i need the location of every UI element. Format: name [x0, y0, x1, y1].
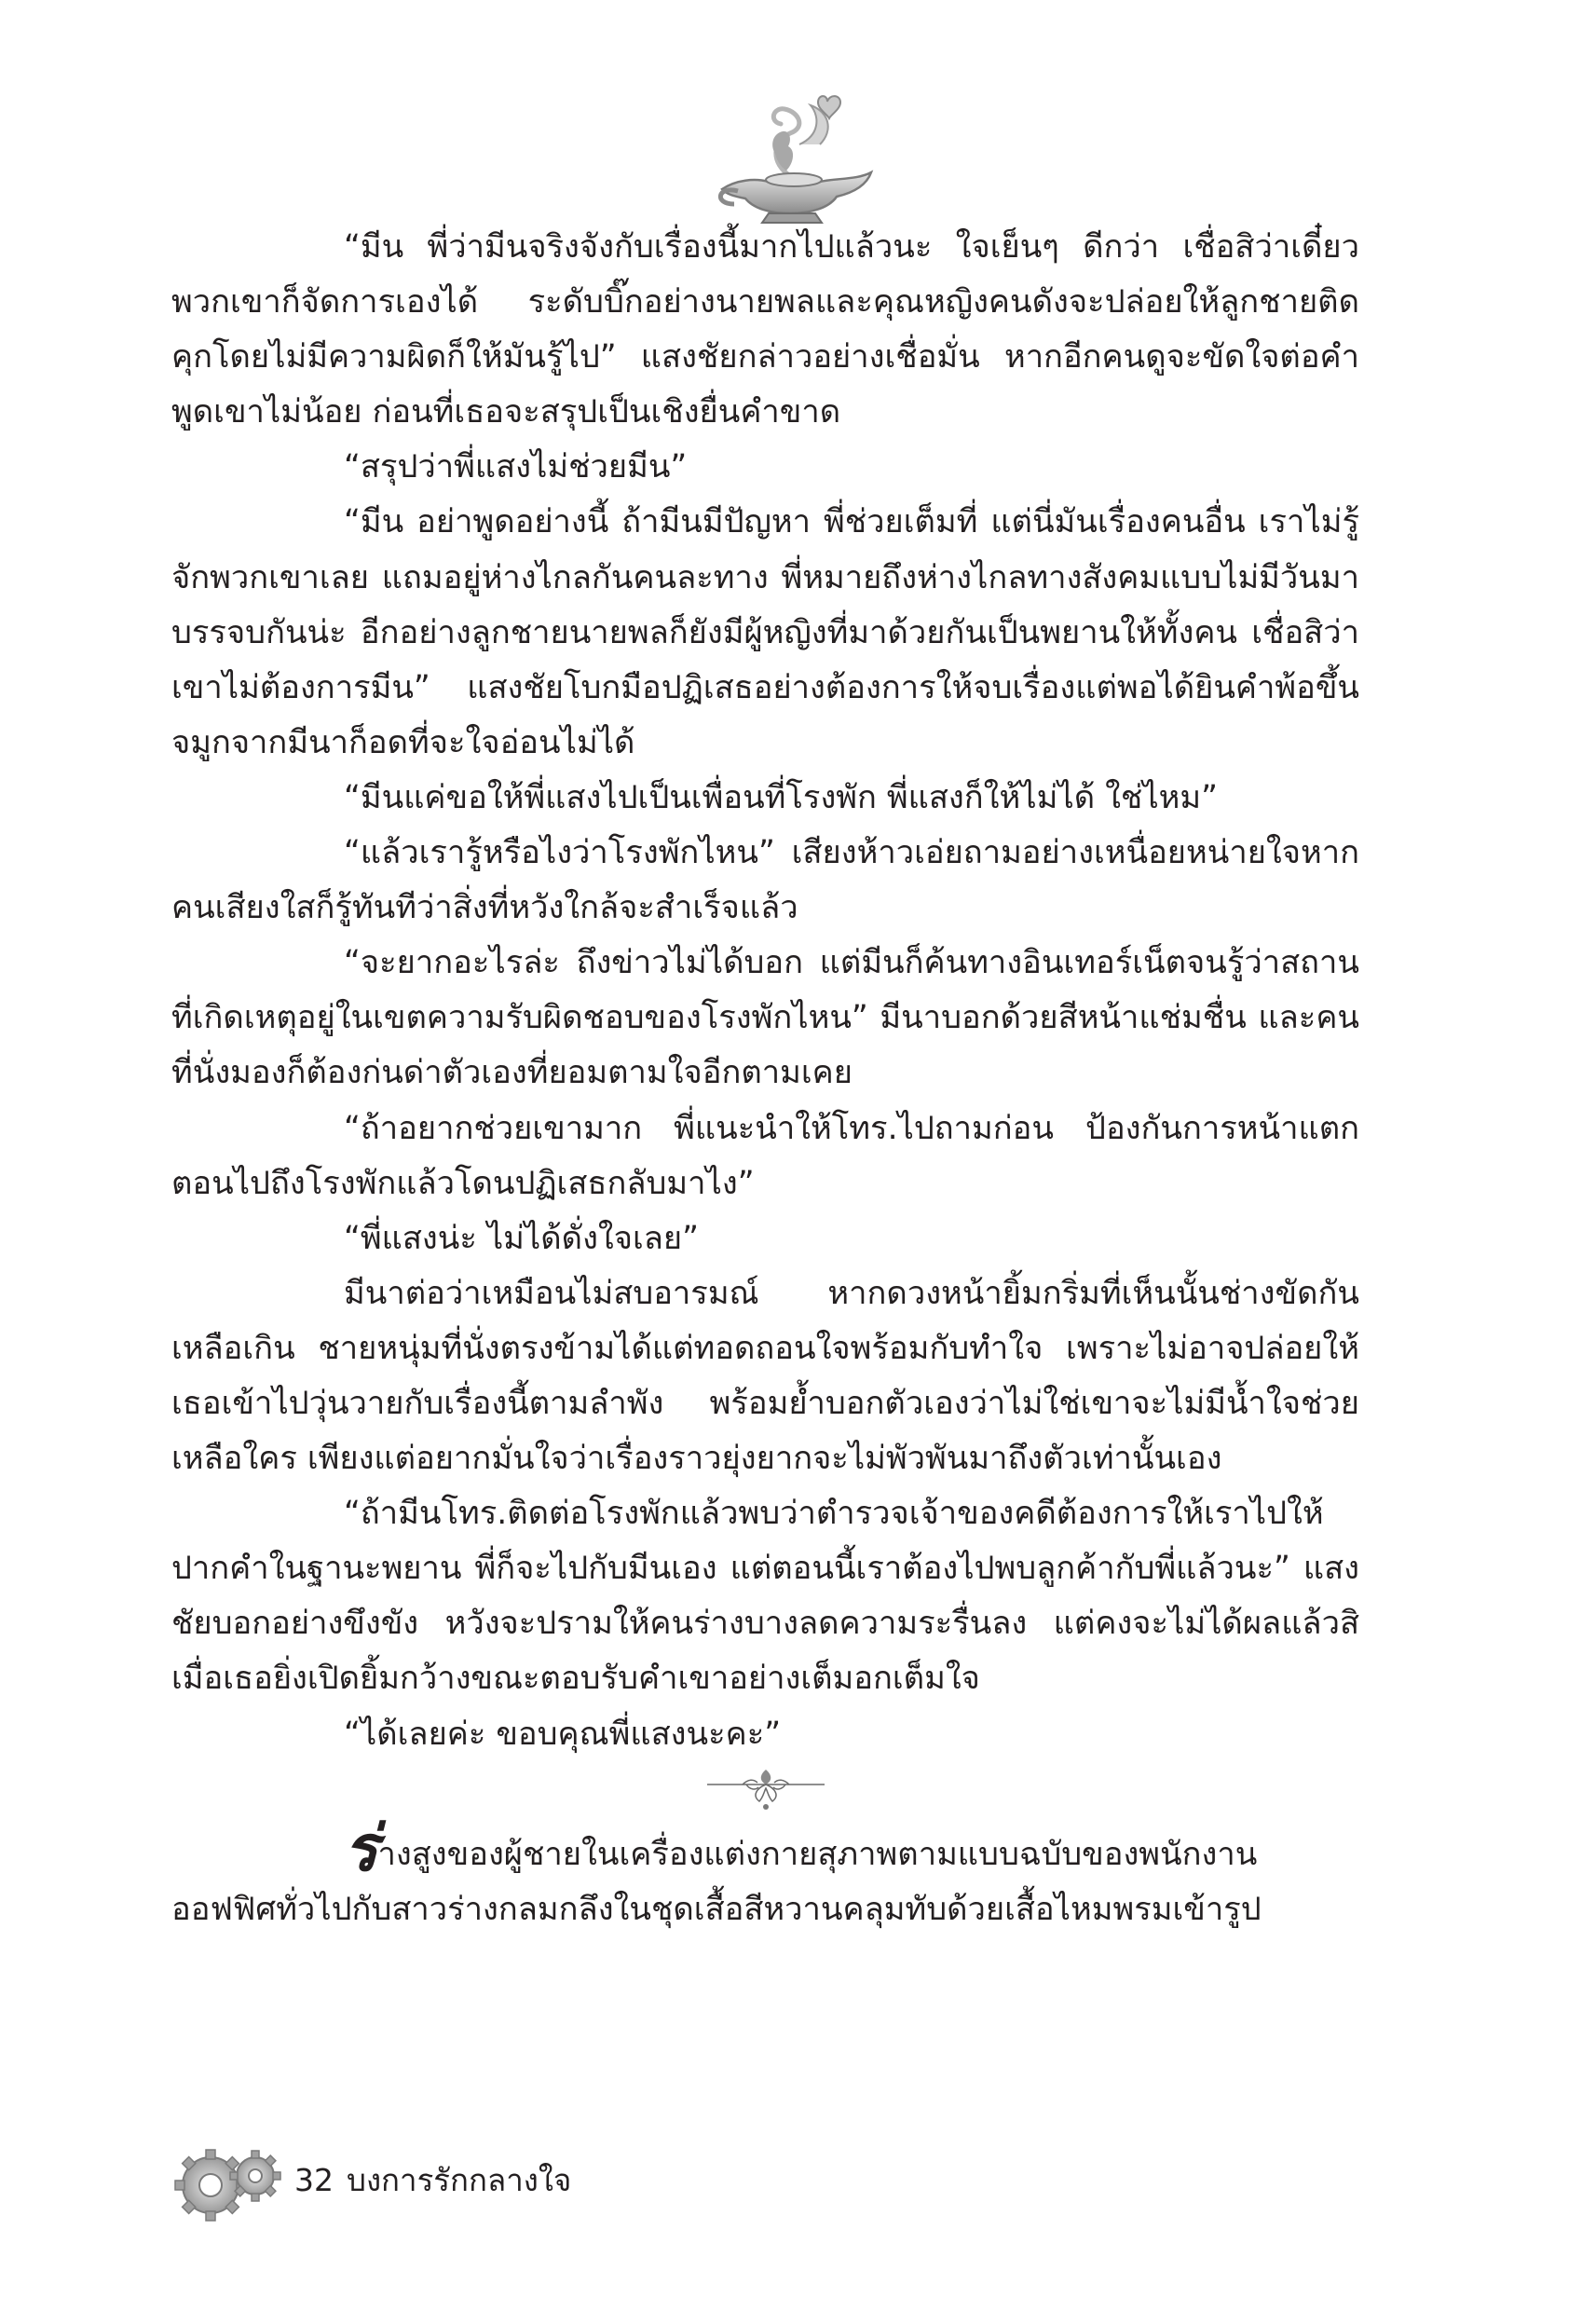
flourish-divider-icon: [705, 1764, 826, 1814]
dropcap-paragraph: [171, 1812, 1359, 1937]
paragraph: “มีน อย่าพูดอย่างนี้ ถ้ามีนมีปัญหา พี่ช่วยเต็มที่ แต่นี่มันเรื่องคนอื่น เราไม่รู้จักพวกเขาเลย แถมอยู่ห่างไกลกันคนละทาง พี่หมายถึงห่างไกลทางสังคมแบบไม่มีวันมาบรรจบกันน่ะ อีกอย่างลูกชายนายพลก็ยังมีผู้หญิงที่มาด้วยกันเป็นพยานให้ทั้งคน เชื่อสิว่าเขาไม่ต้องการมีน” แสงชัยโบกมือปฏิเสธอย่างต้องการให้จบเรื่องแต่พอได้ยินคำพ้อขึ้นจมูกจากมีนาก็อดที่จะใจอ่อนไม่ได้: [171, 503, 1359, 761]
paragraph: “แล้วเรารู้หรือไงว่าโรงพักไหน” เสียงห้าวเอ่ยถามอย่างเหนื่อยหน่ายใจหากคนเสียงใสก็รู้ทันทีว่าสิ่งที่หวังใกล้จะสำเร็จแล้ว: [171, 834, 1359, 927]
gears-icon: [173, 2134, 285, 2227]
paragraph: มีนาต่อว่าเหมือนไม่สบอารมณ์ หากดวงหน้ายิ้มกริ่มที่เห็นนั้นช่างขัดกันเหลือเกิน ชายหนุ่มที่นั่งตรงข้ามได้แต่ทอดถอนใจพร้อมกับทำใจ เพราะไม่อาจปล่อยให้เธอเข้าไปวุ่นวายกับเรื่องนี้ตามลำพัง พร้อมย้ำบอกตัวเองว่าไม่ใช่เขาจะไม่มีน้ำใจช่วยเหลือใคร เพียงแต่อยากมั่นใจว่าเรื่องราวยุ่งยากจะไม่พัวพันมาถึงตัวเท่านั้นเอง: [171, 1274, 1359, 1478]
dropcap-letter: ร่: [344, 1812, 378, 1886]
paragraph: “พี่แสงน่ะ ไม่ได้ดั่งใจเลย”: [344, 1219, 700, 1257]
paragraph: “มีน พี่ว่ามีนจริงจังกับเรื่องนี้มากไปแล้วนะ ใจเย็นๆ ดีกว่า เชื่อสิว่าเดี๋ยวพวกเขาก็จัดการเองได้ ระดับบิ๊กอย่างนายพลและคุณหญิงคนดังจะปล่อยให้ลูกชายติดคุกโดยไม่มีความผิดก็ให้มันรู้ไป” แสงชัยกล่าวอย่างเชื่อมั่น หากอีกคนดูจะขัดใจต่อคำพูดเขาไม่น้อย ก่อนที่เธอจะสรุปเป็นเชิงยื่นคำขาด: [171, 228, 1359, 431]
paragraph: “สรุปว่าพี่แสงไม่ช่วยมีน”: [344, 448, 688, 486]
page-footer: [173, 2134, 658, 2227]
page-number: 32: [294, 2162, 334, 2198]
paragraph: “มีนแค่ขอให้พี่แสงไปเป็นเพื่อนที่โรงพัก พี่แสงก็ให้ไม่ได้ ใช่ไหม”: [344, 778, 1219, 816]
dropcap-paragraph-text: างสูงของผู้ชายในเครื่องแต่งกายสุภาพตามแบบฉบับของพนักงานออฟฟิศทั่วไปกับสาวร่างกลมกลึงในชุดเสื้อสีหวานคลุมทับด้วยเสื้อไหมพรมเข้ารูป: [171, 1835, 1262, 1928]
paragraph: “ถ้าอยากช่วยเขามาก พี่แนะนำให้โทร.ไปถามก่อน ป้องกันการหน้าแตกตอนไปถึงโรงพักแล้วโดนปฏิเสธกลับมาไง”: [171, 1109, 1359, 1202]
paragraph: “จะยากอะไรล่ะ ถึงข่าวไม่ได้บอก แต่มีนก็ค้นทางอินเทอร์เน็ตจนรู้ว่าสถานที่เกิดเหตุอยู่ในเขตความรับผิดชอบของโรงพักไหน” มีนาบอกด้วยสีหน้าแช่มชื่น และคนที่นั่งมองก็ต้องก่นด่าตัวเองที่ยอมตามใจอีกตามเคย: [171, 944, 1359, 1092]
genie-lamp-icon: [680, 89, 894, 228]
paragraph: “ได้เลยค่ะ ขอบคุณพี่แสงนะคะ”: [344, 1715, 782, 1753]
paragraph: “ถ้ามีนโทร.ติดต่อโรงพักแล้วพบว่าตำรวจเจ้าของคดีต้องการให้เราไปให้ปากคำในฐานะพยาน พี่ก็จะไปกับมีนเอง แต่ตอนนี้เราต้องไปพบลูกค้ากับพี่แล้วนะ” แสงชัยบอกอย่างขึงขัง หวังจะปรามให้คนร่างบางลดความระรื่นลง แต่คงจะไม่ได้ผลแล้วสิ เมื่อเธอยิ่งเปิดยิ้มกว้างขณะตอบรับคำเขาอย่างเต็มอกเต็มใจ: [171, 1495, 1359, 1698]
book-title: บงการรักกลางใจ: [347, 2162, 572, 2198]
body-text: [171, 220, 1359, 1937]
